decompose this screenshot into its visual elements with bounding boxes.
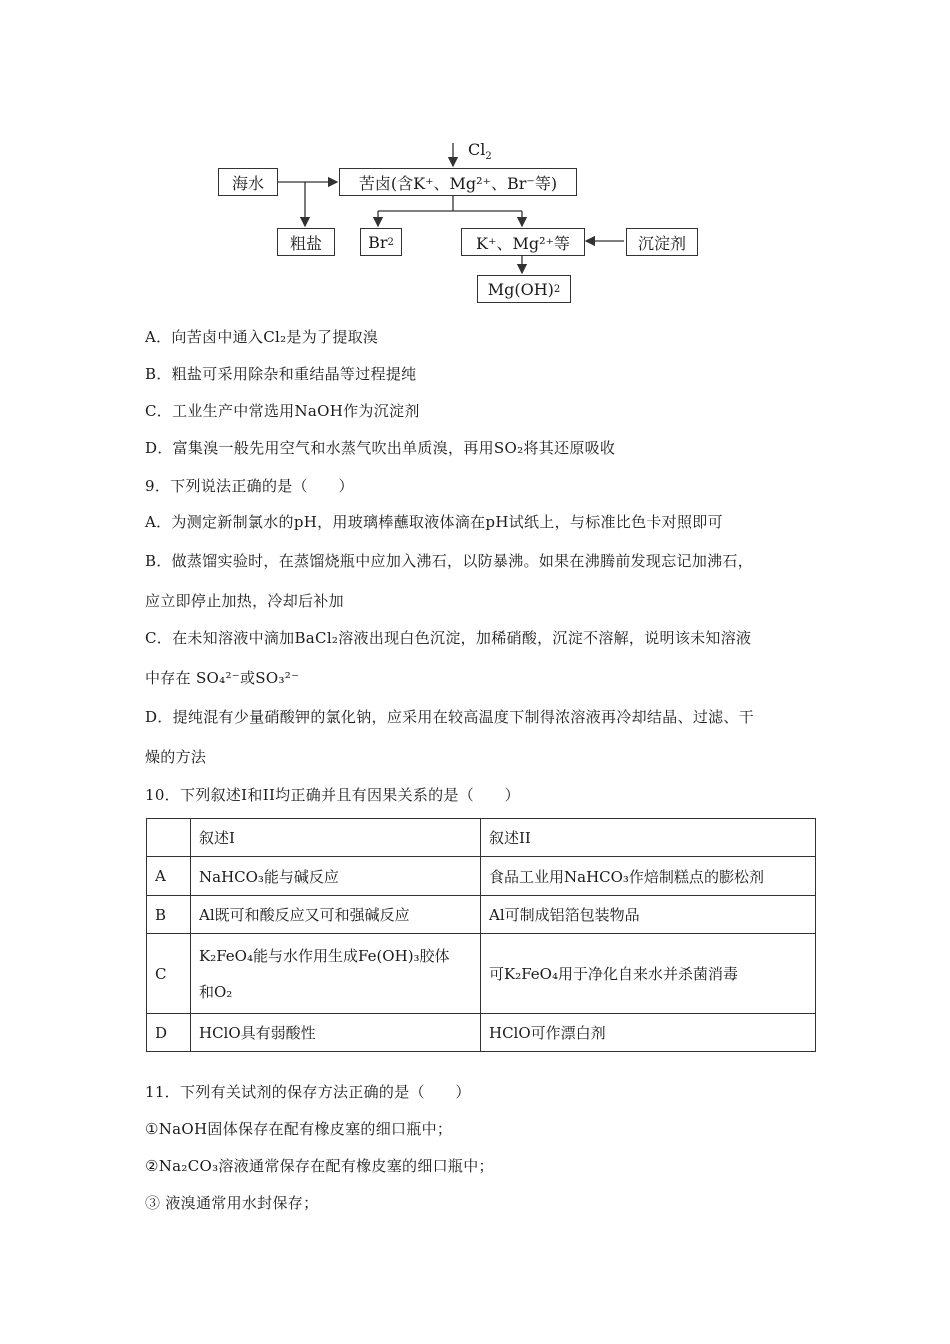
q11-item-2: ②Na₂CO₃溶液通常保存在配有橡皮塞的细口瓶中；	[145, 1157, 494, 1175]
q9-option-d-line2: 燥的方法	[145, 748, 207, 766]
table-header-row	[147, 819, 816, 857]
table-cell: A	[147, 857, 191, 896]
q8-option-b: B．粗盐可采用除杂和重结晶等过程提纯	[145, 365, 417, 383]
table-row	[147, 934, 816, 1014]
precipitant-box: 沉淀剂	[626, 228, 698, 256]
table-header-cell	[147, 819, 191, 857]
q9-option-c-line1: C．在未知溶液中滴加BaCl₂溶液出现白色沉淀，加稀硝酸，沉淀不溶解，说明该未知溶液	[145, 629, 752, 647]
q10-table	[146, 818, 816, 1052]
mgoh2-box: Mg(OH) 2	[477, 275, 571, 303]
table-row	[147, 857, 816, 896]
table-row	[147, 896, 816, 934]
q9-option-b-line1: B．做蒸馏实验时，在蒸馏烧瓶中应加入沸石，以防暴沸。如果在沸腾前发现忘记加沸石，	[145, 552, 754, 570]
q11-item-3: ③ 液溴通常用水封保存；	[145, 1194, 319, 1212]
table-cell: D	[147, 1014, 191, 1052]
table-cell: 食品工业用NaHCO₃作焙制糕点的膨松剂	[481, 857, 816, 896]
cl2-label: $Cl_2$	[468, 140, 492, 163]
crude-salt-box: 粗盐	[277, 228, 335, 256]
q9-option-c-line2: 中存在 SO₄²⁻或SO₃²⁻	[145, 669, 300, 687]
q8-option-a: A．向苦卤中通入Cl₂是为了提取溴	[145, 328, 379, 346]
table-cell: NaHCO₃能与碱反应	[191, 857, 481, 896]
q9-option-d-line1: D．提纯混有少量硝酸钾的氯化钠，应采用在较高温度下制得浓溶液再冷却结晶、过滤、干	[145, 708, 755, 726]
table-cell-line2: 和O₂	[199, 982, 233, 1001]
table-header-cell: 叙述I	[191, 819, 481, 857]
q8-option-c: C．工业生产中常选用NaOH作为沉淀剂	[145, 402, 420, 420]
table-row	[147, 1014, 816, 1052]
brine-box: 苦卤(含K⁺、Mg²⁺、Br⁻等)	[339, 168, 577, 196]
seawater-box: 海水	[218, 168, 278, 196]
q9-stem: 9．下列说法正确的是（ ）	[145, 477, 354, 495]
k-mg-box: K⁺、Mg²⁺等	[461, 228, 585, 256]
table-cell: Al既可和酸反应又可和强碱反应	[191, 896, 481, 934]
br2-box: Br 2	[360, 228, 402, 256]
q9-option-a: A．为测定新制氯水的pH，用玻璃棒蘸取液体滴在pH试纸上，与标准比色卡对照即可	[145, 513, 723, 531]
table-cell: HClO具有弱酸性	[191, 1014, 481, 1052]
table-cell: B	[147, 896, 191, 934]
q11-stem: 11．下列有关试剂的保存方法正确的是（ ）	[145, 1083, 471, 1101]
q11-item-1: ①NaOH固体保存在配有橡皮塞的细口瓶中；	[145, 1120, 453, 1138]
table-cell	[191, 934, 481, 1014]
table-cell: Al可制成铝箔包装物品	[481, 896, 816, 934]
q10-stem: 10．下列叙述I和II均正确并且有因果关系的是（ ）	[145, 786, 520, 804]
q9-option-b-line2: 应立即停止加热，冷却后补加	[145, 592, 344, 610]
q8-option-d: D．富集溴一般先用空气和水蒸气吹出单质溴，再用SO₂将其还原吸收	[145, 439, 616, 457]
table-header-cell: 叙述II	[481, 819, 816, 857]
table-cell: C	[147, 934, 191, 1014]
table-cell-line1: K₂FeO₄能与水作用生成Fe(OH)₃胶体	[199, 946, 450, 965]
table-cell: HClO可作漂白剂	[481, 1014, 816, 1052]
table-cell: 可K₂FeO₄用于净化自来水并杀菌消毒	[481, 934, 816, 1014]
